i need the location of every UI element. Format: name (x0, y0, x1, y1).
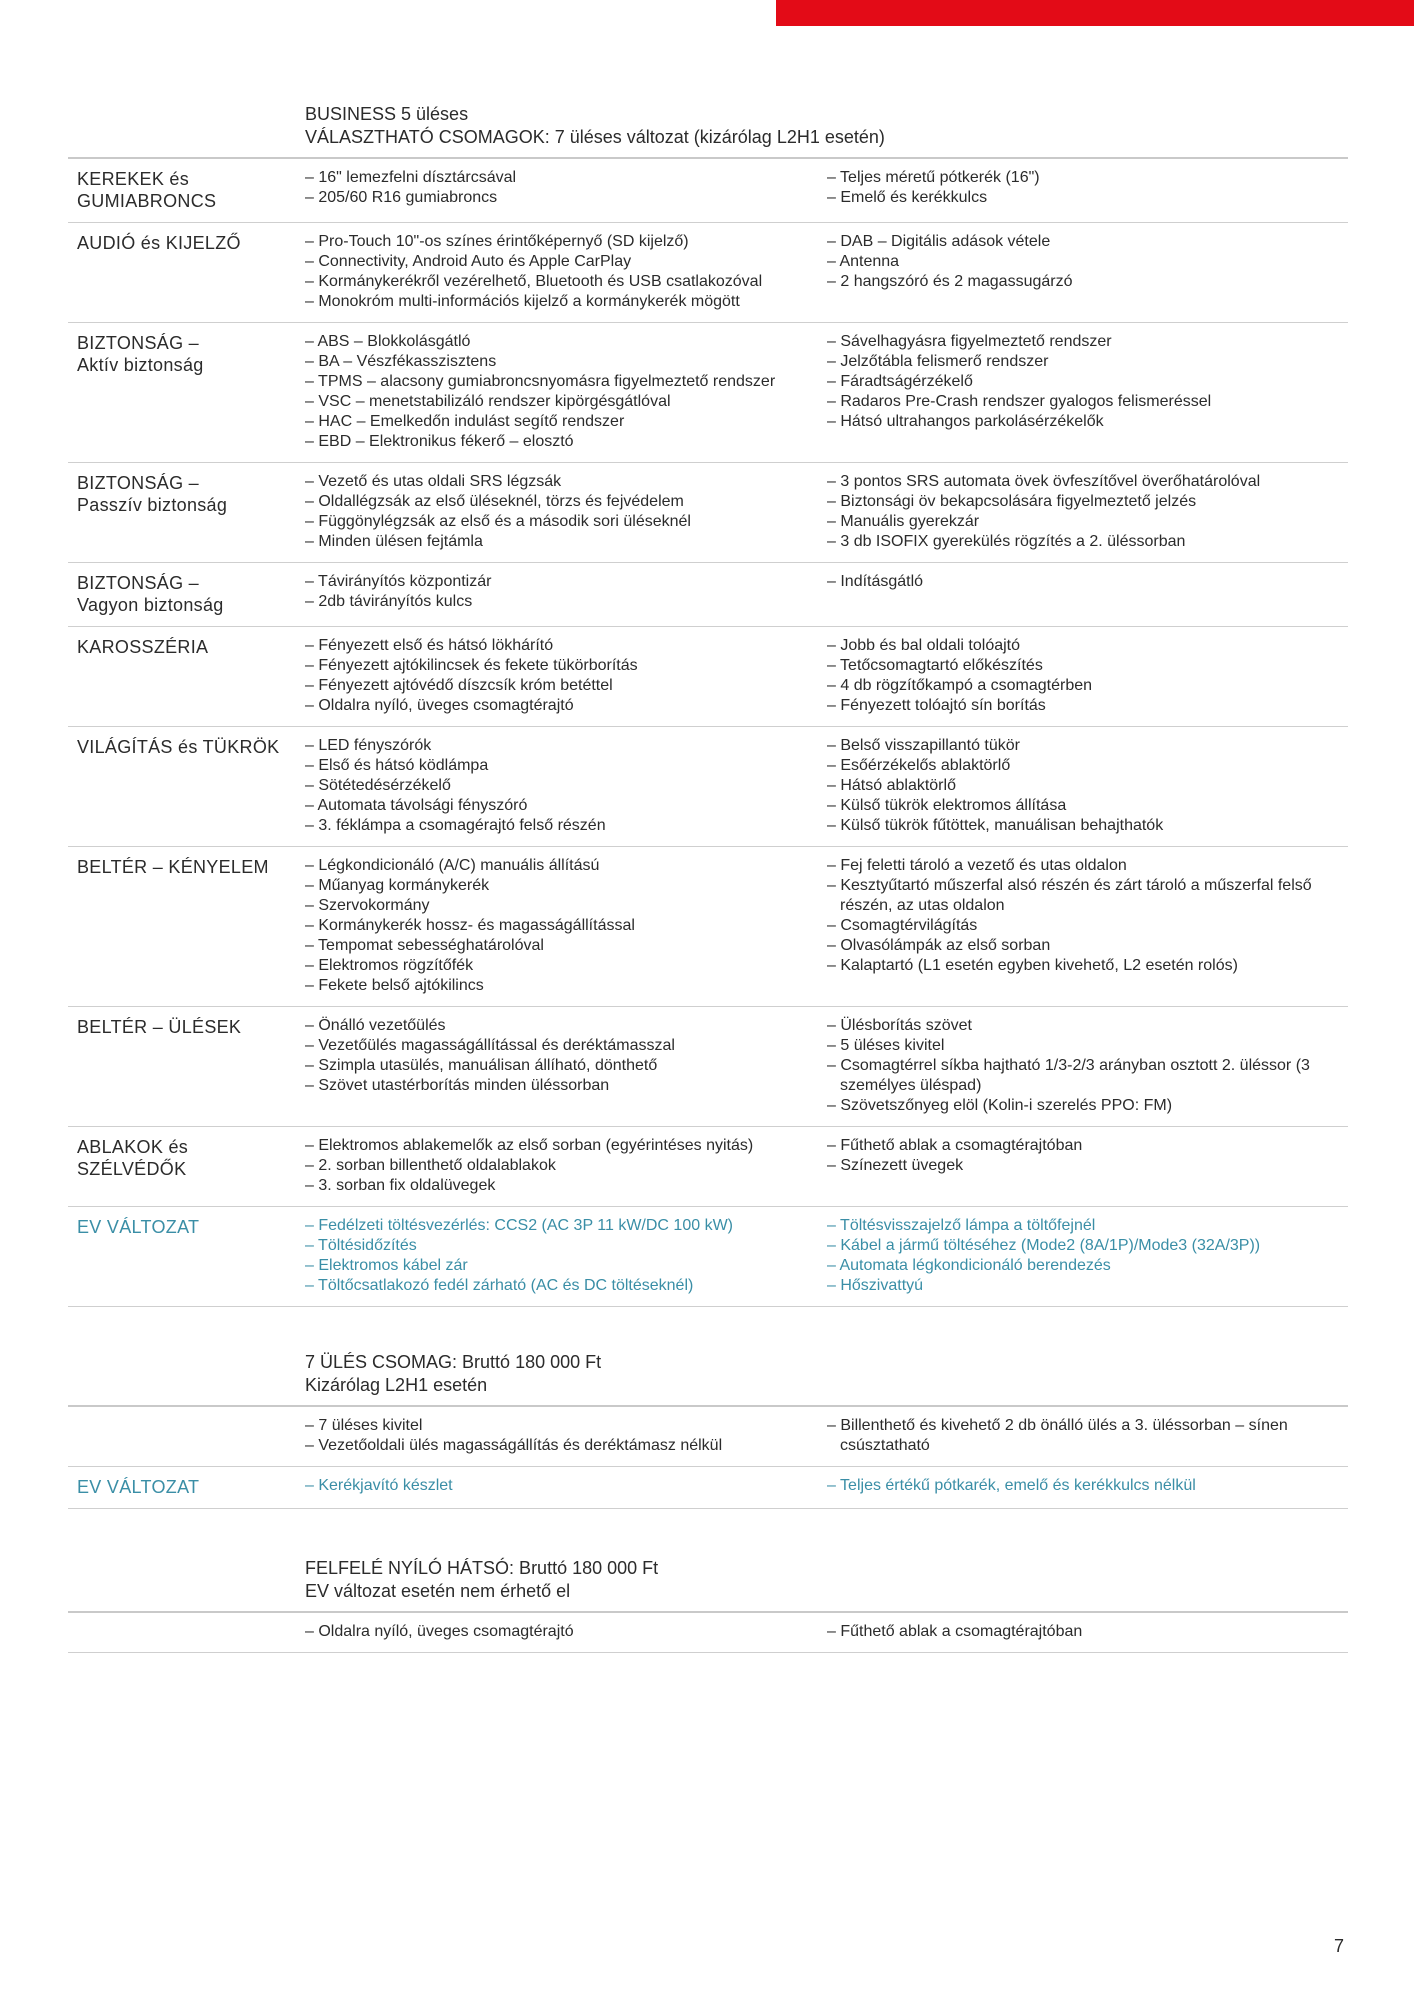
feature-column-left (305, 232, 827, 312)
feature-item: – HAC – Emelkedőn indulást segítő rendszer (305, 413, 625, 430)
feature-item: – Töltésidőzítés (305, 1237, 417, 1254)
category-line: Passzív biztonság (77, 495, 228, 515)
feature-item: – BA – Vészfékasszisztens (305, 353, 497, 370)
feature-item: – 2 hangszóró és 2 magassugárzó (827, 273, 1073, 290)
feature-item: – 3 db ISOFIX gyerekülés rögzítés a 2. üléssorban (827, 533, 1186, 550)
pack7-subtitle: Kizárólag L2H1 esetén (305, 1375, 488, 1395)
feature-item: – 2. sorban billenthető oldalablakok (305, 1157, 556, 1174)
category-label (68, 736, 305, 836)
feature-item: – Radaros Pre-Crash rendszer gyalogos felismeréssel (827, 393, 1212, 410)
category-label (68, 856, 305, 996)
feature-item: – Külső tükrök elektromos állítása (827, 797, 1067, 814)
feature-item: – Szövetszőnyeg elöl (Kolin-i szerelés PPO: FM) (827, 1097, 1173, 1114)
feature-column-right (827, 332, 1348, 452)
feature-item: – 5 üléses kivitel (827, 1037, 945, 1054)
category-line: AUDIÓ és KIJELZŐ (77, 233, 241, 253)
feature-item: – Függönylégzsák az első és a második sori üléseknél (305, 513, 691, 530)
feature-column-left (305, 472, 827, 552)
feature-item: – Hátsó ultrahangos parkolásérzékelők (827, 413, 1104, 430)
feature-column-right (827, 472, 1348, 552)
feature-item: – Fényezett ajtókilincsek és fekete tükörborítás (305, 657, 638, 674)
feature-item: – Elektromos rögzítőfék (305, 957, 474, 974)
feature-item: – Műanyag kormánykerék (305, 877, 490, 894)
feature-column-right (827, 1622, 1348, 1642)
feature-item: – Csomagtérvilágítás (827, 917, 978, 934)
spec-row (68, 323, 1348, 463)
feature-item: – Fényezett ajtóvédő díszcsík króm betéttel (305, 677, 613, 694)
feature-item: – ABS – Blokkolásgátló (305, 333, 471, 350)
category-line: VILÁGÍTÁS és TÜKRÖK (77, 737, 280, 757)
feature-item: – Minden ülésen fejtámla (305, 533, 483, 550)
feature-item: – Önálló vezetőülés (305, 1017, 446, 1034)
feature-column-right (827, 1016, 1348, 1116)
section-header (68, 103, 1348, 159)
feature-item: – Vezetőülés magasságállítással és deréktámasszal (305, 1037, 675, 1054)
feature-column-left (305, 572, 827, 616)
feature-column-left (305, 1416, 827, 1456)
feature-item: – Kesztyűtartó műszerfal alsó részén és zárt tároló a műszerfal felső részén, az utas oldalon (827, 877, 1312, 914)
feature-item: – Automata légkondicionáló berendezés (827, 1257, 1111, 1274)
feature-column-right (827, 232, 1348, 312)
category-line: EV VÁLTOZAT (77, 1217, 200, 1237)
category-line: KAROSSZÉRIA (77, 637, 209, 657)
category-line: BIZTONSÁG – (77, 573, 199, 593)
feature-item: – 3 pontos SRS automata övek övfeszítővel överőhatárolóval (827, 473, 1261, 490)
feature-item: – Kormánykerék hossz- és magasságállítással (305, 917, 635, 934)
category-line: EV VÁLTOZAT (77, 1477, 200, 1497)
feature-column-right (827, 572, 1348, 616)
feature-item: – Teljes méretű pótkerék (16") (827, 169, 1040, 186)
category-line: KEREKEK és (77, 169, 190, 189)
feature-column-right (827, 1476, 1348, 1498)
feature-item: – Emelő és kerékkulcs (827, 189, 988, 206)
feature-column-left (305, 1136, 827, 1196)
page-number: 7 (1334, 1936, 1345, 1956)
feature-item: – Fényezett tolóajtó sín borítás (827, 697, 1046, 714)
category-line: BIZTONSÁG – (77, 333, 199, 353)
feature-item: – EBD – Elektronikus fékerő – elosztó (305, 433, 574, 450)
feature-column-left (305, 856, 827, 996)
feature-item: – Automata távolsági fényszóró (305, 797, 528, 814)
category-label (68, 1016, 305, 1116)
category-line: Aktív biztonság (77, 355, 204, 375)
feature-item: – Teljes értékű pótkarék, emelő és kerékkulcs nélkül (827, 1477, 1196, 1494)
feature-item: – Tetőcsomagtartó előkészítés (827, 657, 1043, 674)
feature-item: – Tempomat sebességhatárolóval (305, 937, 544, 954)
feature-column-left (305, 736, 827, 836)
feature-item: – Kerékjavító készlet (305, 1477, 453, 1494)
spec-row (68, 1613, 1348, 1653)
feature-item: – Antenna (827, 253, 900, 270)
feature-item: – Elektromos kábel zár (305, 1257, 468, 1274)
pack7-title: 7 ÜLÉS CSOMAG: Bruttó 180 000 Ft (305, 1352, 602, 1372)
feature-column-left (305, 1016, 827, 1116)
rear-table (68, 1613, 1348, 1653)
feature-item: – Connectivity, Android Auto és Apple CarPlay (305, 253, 632, 270)
feature-item: – Pro-Touch 10"-os színes érintőképernyő (SD kijelző) (305, 233, 689, 250)
category-label (68, 1216, 305, 1296)
spec-row (68, 563, 1348, 627)
feature-column-right (827, 1416, 1348, 1456)
feature-item: – VSC – menetstabilizáló rendszer kipörgésgátlóval (305, 393, 671, 410)
feature-item: – Vezetőoldali ülés magasságállítás és deréktámasz nélkül (305, 1437, 723, 1454)
rear-header (68, 1557, 1348, 1613)
feature-item: – Távirányítós központizár (305, 573, 492, 590)
brand-red-bar (776, 0, 1414, 26)
feature-item: – Oldalra nyíló, üveges csomagtérajtó (305, 697, 574, 714)
feature-item: – Biztonsági öv bekapcsolására figyelmeztető jelzés (827, 493, 1197, 510)
spec-row (68, 1467, 1348, 1509)
feature-item: – Oldallégzsák az első üléseknél, törzs és fejvédelem (305, 493, 684, 510)
feature-column-left (305, 332, 827, 452)
feature-item: – Fáradtságérzékelő (827, 373, 973, 390)
feature-item: – Esőérzékelős ablaktörlő (827, 757, 1011, 774)
feature-item: – Fedélzeti töltésvezérlés: CCS2 (AC 3P 11 kW/DC 100 kW) (305, 1217, 733, 1234)
feature-item: – 2db távirányítós kulcs (305, 593, 473, 610)
main-spec-section (68, 103, 1348, 1307)
spec-row (68, 1007, 1348, 1127)
category-label (68, 1416, 305, 1456)
spec-table (68, 159, 1348, 1307)
category-label (68, 332, 305, 452)
feature-item: – Manuális gyerekzár (827, 513, 980, 530)
rear-door-section (68, 1557, 1348, 1653)
feature-item: – Vezető és utas oldali SRS légzsák (305, 473, 562, 490)
category-label (68, 572, 305, 616)
feature-column-left (305, 168, 827, 212)
spec-row (68, 727, 1348, 847)
feature-item: – Kalaptartó (L1 esetén egyben kivehető, L2 esetén rolós) (827, 957, 1238, 974)
feature-item: – 3. sorban fix oldalüvegek (305, 1177, 496, 1194)
pack7-header (68, 1351, 1348, 1407)
feature-column-right (827, 168, 1348, 212)
spec-row (68, 1207, 1348, 1307)
feature-column-left (305, 636, 827, 716)
feature-item: – Fűthető ablak a csomagtérajtóban (827, 1623, 1083, 1640)
feature-item: – Fej feletti tároló a vezető és utas oldalon (827, 857, 1127, 874)
feature-item: – Fényezett első és hátsó lökhárító (305, 637, 554, 654)
feature-item: – Oldalra nyíló, üveges csomagtérajtó (305, 1623, 574, 1640)
header-line-2: VÁLASZTHATÓ CSOMAGOK: 7 üléses változat (kizárólag L2H1 esetén) (305, 127, 885, 147)
feature-item: – 205/60 R16 gumiabroncs (305, 189, 498, 206)
category-line: BELTÉR – ÜLÉSEK (77, 1017, 242, 1037)
feature-item: – Indításgátló (827, 573, 924, 590)
feature-item: – Jobb és bal oldali tolóajtó (827, 637, 1021, 654)
feature-item: – Szimpla utasülés, manuálisan állíható, dönthető (305, 1057, 658, 1074)
feature-item: – Jelzőtábla felismerő rendszer (827, 353, 1049, 370)
feature-item: – Sávelhagyásra figyelmeztető rendszer (827, 333, 1112, 350)
feature-column-right (827, 736, 1348, 836)
feature-column-right (827, 636, 1348, 716)
feature-item: – Hőszivattyú (827, 1277, 924, 1294)
header-line-1: BUSINESS 5 üléses (305, 104, 469, 124)
feature-item: – Külső tükrök fűtöttek, manuálisan behajthatók (827, 817, 1164, 834)
feature-item: – Belső visszapillantó tükör (827, 737, 1020, 754)
feature-column-right (827, 856, 1348, 996)
spec-row (68, 159, 1348, 223)
feature-item: – Szövet utastérborítás minden üléssorban (305, 1077, 610, 1094)
feature-item: – Olvasólámpák az első sorban (827, 937, 1051, 954)
category-line: GUMIABRONCS (77, 191, 217, 211)
category-line: Vagyon biztonság (77, 595, 224, 615)
feature-item: – Csomagtérrel síkba hajtható 1/3-2/3 arányban osztott 2. üléssor (3 személyes üléspad) (827, 1057, 1310, 1094)
spec-row (68, 223, 1348, 323)
spec-row (68, 1407, 1348, 1467)
spec-row (68, 627, 1348, 727)
feature-item: – Légkondicionáló (A/C) manuális állítású (305, 857, 600, 874)
feature-item: – LED fényszórók (305, 737, 432, 754)
category-label (68, 1476, 305, 1498)
feature-item: – Elektromos ablakemelők az első sorban (egyérintéses nyitás) (305, 1137, 754, 1154)
category-line: SZÉLVÉDŐK (77, 1159, 187, 1179)
feature-item: – 7 üléses kivitel (305, 1417, 423, 1434)
rear-subtitle: EV változat esetén nem érhető el (305, 1581, 571, 1601)
category-label (68, 1136, 305, 1196)
feature-item: – Hátsó ablaktörlő (827, 777, 956, 794)
feature-column-left (305, 1216, 827, 1296)
feature-item: – Fekete belső ajtókilincs (305, 977, 484, 994)
rear-title: FELFELÉ NYÍLÓ HÁTSÓ: Bruttó 180 000 Ft (305, 1558, 659, 1578)
feature-item: – TPMS – alacsony gumiabroncsnyomásra figyelmeztető rendszer (305, 373, 776, 390)
feature-item: – Sötétedésérzékelő (305, 777, 451, 794)
feature-item: – Töltőcsatlakozó fedél zárható (AC és DC töltéseknél) (305, 1277, 694, 1294)
feature-item: – Monokróm multi-információs kijelző a kormánykerék mögött (305, 293, 740, 310)
pack7-table (68, 1407, 1348, 1509)
feature-item: – Billenthető és kivehető 2 db önálló ülés a 3. üléssorban – sínen csúsztatható (827, 1417, 1288, 1454)
feature-column-right (827, 1136, 1348, 1196)
feature-column-left (305, 1476, 827, 1498)
feature-item: – Színezett üvegek (827, 1157, 964, 1174)
feature-item: – Töltésvisszajelző lámpa a töltőfejnél (827, 1217, 1096, 1234)
feature-item: – DAB – Digitális adások vétele (827, 233, 1051, 250)
category-line: BIZTONSÁG – (77, 473, 199, 493)
spec-row (68, 1127, 1348, 1207)
feature-column-right (827, 1216, 1348, 1296)
feature-item: – Fűthető ablak a csomagtérajtóban (827, 1137, 1083, 1154)
feature-item: – 4 db rögzítőkampó a csomagtérben (827, 677, 1093, 694)
feature-item: – Első és hátsó ködlámpa (305, 757, 489, 774)
feature-item: – Szervokormány (305, 897, 430, 914)
feature-item: – 3. féklámpa a csomagérajtó felső részén (305, 817, 606, 834)
spec-row (68, 847, 1348, 1007)
category-label (68, 232, 305, 312)
feature-item: – Ülésborítás szövet (827, 1017, 972, 1034)
feature-item: – Kábel a jármű töltéséhez (Mode2 (8A/1P)/Mode3 (32A/3P)) (827, 1237, 1261, 1254)
category-label (68, 472, 305, 552)
category-line: BELTÉR – KÉNYELEM (77, 857, 269, 877)
category-line: ABLAKOK és (77, 1137, 189, 1157)
feature-item: – 16" lemezfelni dísztárcsával (305, 169, 517, 186)
category-label (68, 1622, 305, 1642)
category-label (68, 168, 305, 212)
seven-seat-pack-section (68, 1351, 1348, 1509)
feature-column-left (305, 1622, 827, 1642)
spec-row (68, 463, 1348, 563)
category-label (68, 636, 305, 716)
feature-item: – Kormánykerékről vezérelhető, Bluetooth és USB csatlakozóval (305, 273, 763, 290)
